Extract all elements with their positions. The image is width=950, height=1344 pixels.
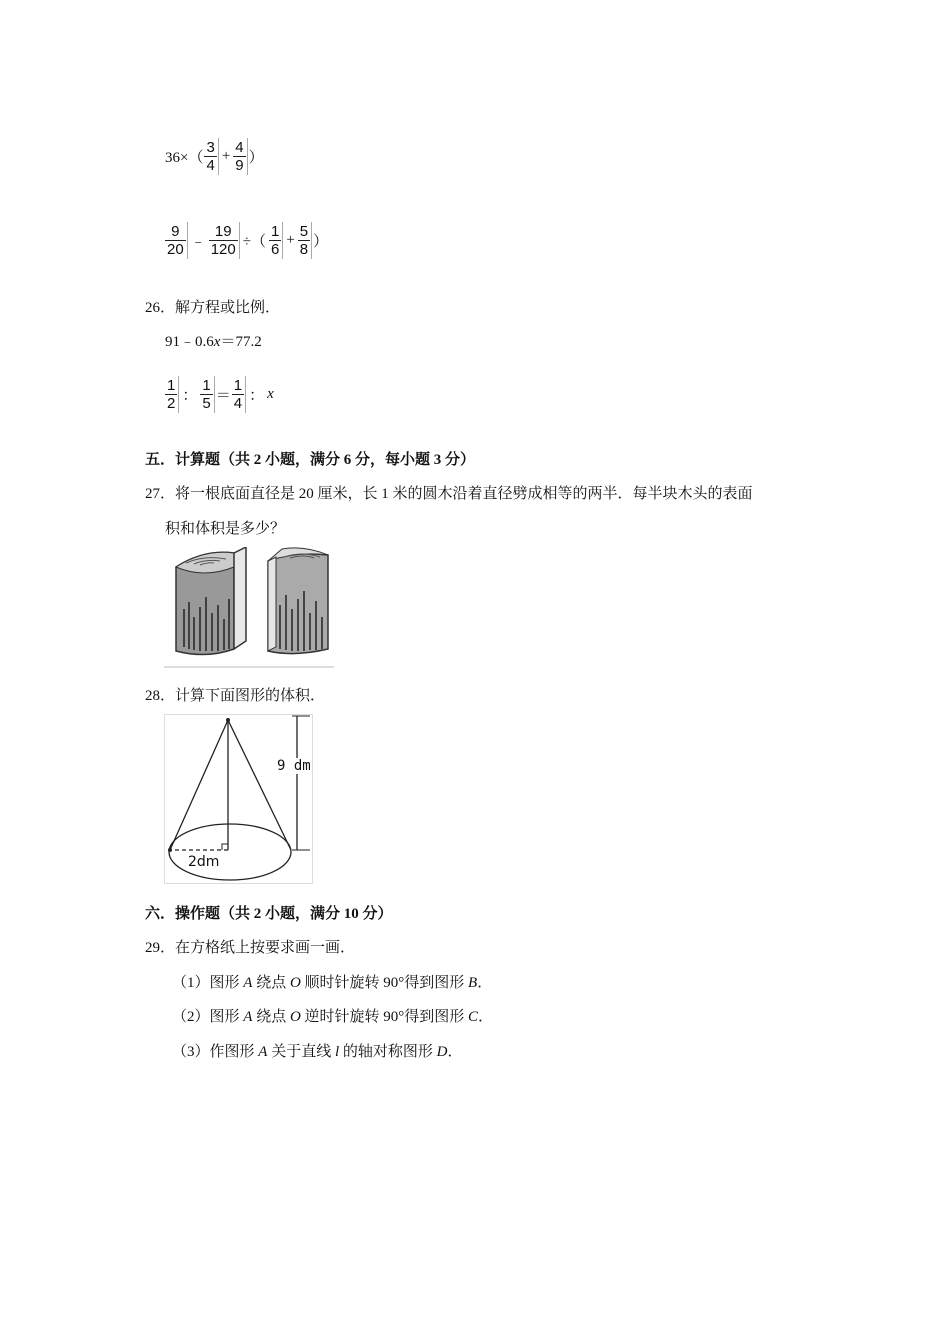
- denominator: 20: [167, 241, 184, 258]
- section-6-heading: 六．操作题（共 2 小题，满分 10 分）: [145, 906, 393, 922]
- expr1-lead: 36×（: [165, 150, 204, 166]
- expression-2: [165, 224, 328, 257]
- item-text: （3）作图形: [172, 1044, 259, 1060]
- section-5-heading: 五．计算题（共 2 小题，满分 6 分，每小题 3 分）: [145, 452, 476, 468]
- fraction: [204, 140, 218, 173]
- numerator: 1: [233, 377, 243, 394]
- numerator: 4: [235, 139, 244, 156]
- numerator: 19: [209, 224, 238, 241]
- point-o: O: [289, 1009, 301, 1025]
- item-text: 的轴对称图形: [339, 1044, 437, 1060]
- expr1-close: ）: [248, 150, 264, 166]
- numerator: 1: [202, 377, 211, 394]
- figure-a: A: [258, 1044, 268, 1060]
- cone-figure: [164, 714, 316, 886]
- left-log-half: [176, 547, 246, 655]
- equals-sign: ＝: [215, 388, 231, 404]
- q27-line-2: 积和体积是多少？: [165, 521, 286, 537]
- fraction: [269, 224, 283, 257]
- denominator: 4: [233, 395, 243, 412]
- denominator: 2: [167, 395, 176, 412]
- eq1-right: ＝77.2: [220, 334, 262, 350]
- point-o: O: [289, 975, 301, 991]
- numerator: 1: [270, 223, 280, 240]
- item-text: ．: [447, 1044, 463, 1060]
- fraction: [232, 378, 246, 411]
- q26-equation-1: [165, 330, 262, 351]
- q29-item-3: [172, 1040, 463, 1061]
- item-text: 绕点: [252, 1009, 290, 1025]
- denominator: 8: [299, 241, 309, 258]
- denominator: 5: [202, 395, 211, 412]
- fraction: [200, 378, 214, 411]
- plus-sign: +: [221, 148, 231, 164]
- eq1-left: 91﹣0.6: [165, 334, 214, 350]
- q26-title: 26．解方程或比例．: [145, 300, 281, 316]
- item-text: 顺时针旋转 90°得到图形: [300, 975, 469, 991]
- eq1-variable: x: [213, 334, 221, 350]
- right-log-half: [268, 548, 328, 654]
- q26-equation-2: [165, 378, 274, 411]
- item-text: ．: [477, 975, 493, 991]
- divide-sign: ÷（: [242, 234, 266, 250]
- split-log-figure: [164, 547, 334, 669]
- item-text: （1）图形: [172, 975, 244, 991]
- item-text: 关于直线: [267, 1044, 335, 1060]
- numerator: 9: [165, 224, 186, 241]
- variable-x: x: [267, 386, 274, 402]
- q29-title: 29．在方格纸上按要求画一画．: [145, 940, 356, 956]
- ratio-colon: ：: [182, 388, 198, 404]
- item-text: 逆时针旋转 90°得到图形: [300, 1009, 469, 1025]
- figure-a: A: [243, 1009, 253, 1025]
- numerator: 5: [299, 223, 309, 240]
- q29-item-1: [172, 971, 492, 992]
- denominator: 120: [210, 241, 236, 258]
- item-text: （2）图形: [172, 1009, 244, 1025]
- q29-item-2: [172, 1005, 493, 1026]
- fraction: [298, 224, 312, 257]
- numerator: 1: [167, 377, 176, 394]
- minus-sign: ﹣: [190, 234, 206, 250]
- q28-title: 28．计算下面图形的体积．: [145, 688, 326, 704]
- line-l: l: [334, 1044, 340, 1060]
- denominator: 6: [270, 241, 280, 258]
- ratio-colon: ：: [249, 388, 265, 404]
- radius-label: 2dm: [188, 854, 220, 870]
- figure-a: A: [243, 975, 253, 991]
- q27-line-1: 27．将一根底面直径是 20 厘米，长 1 米的圆木沿着直径劈成相等的两半．每半块木头的表面: [145, 486, 753, 502]
- fraction: [209, 224, 240, 257]
- expr2-close: ）: [313, 234, 329, 250]
- cone-drawing: [164, 714, 316, 886]
- figure-target: B: [468, 975, 478, 991]
- fraction: [233, 140, 247, 173]
- figure-target: D: [436, 1044, 448, 1060]
- expression-1: [165, 140, 264, 173]
- plus-sign: +: [286, 232, 295, 248]
- item-text: 绕点: [252, 975, 290, 991]
- denominator: 9: [235, 157, 244, 174]
- fraction: [165, 378, 179, 411]
- numerator: 3: [206, 139, 215, 156]
- denominator: 4: [206, 157, 215, 174]
- figure-target: C: [468, 1009, 479, 1025]
- item-text: ．: [478, 1009, 494, 1025]
- height-label: 9 dm: [277, 758, 311, 774]
- fraction: [165, 224, 188, 257]
